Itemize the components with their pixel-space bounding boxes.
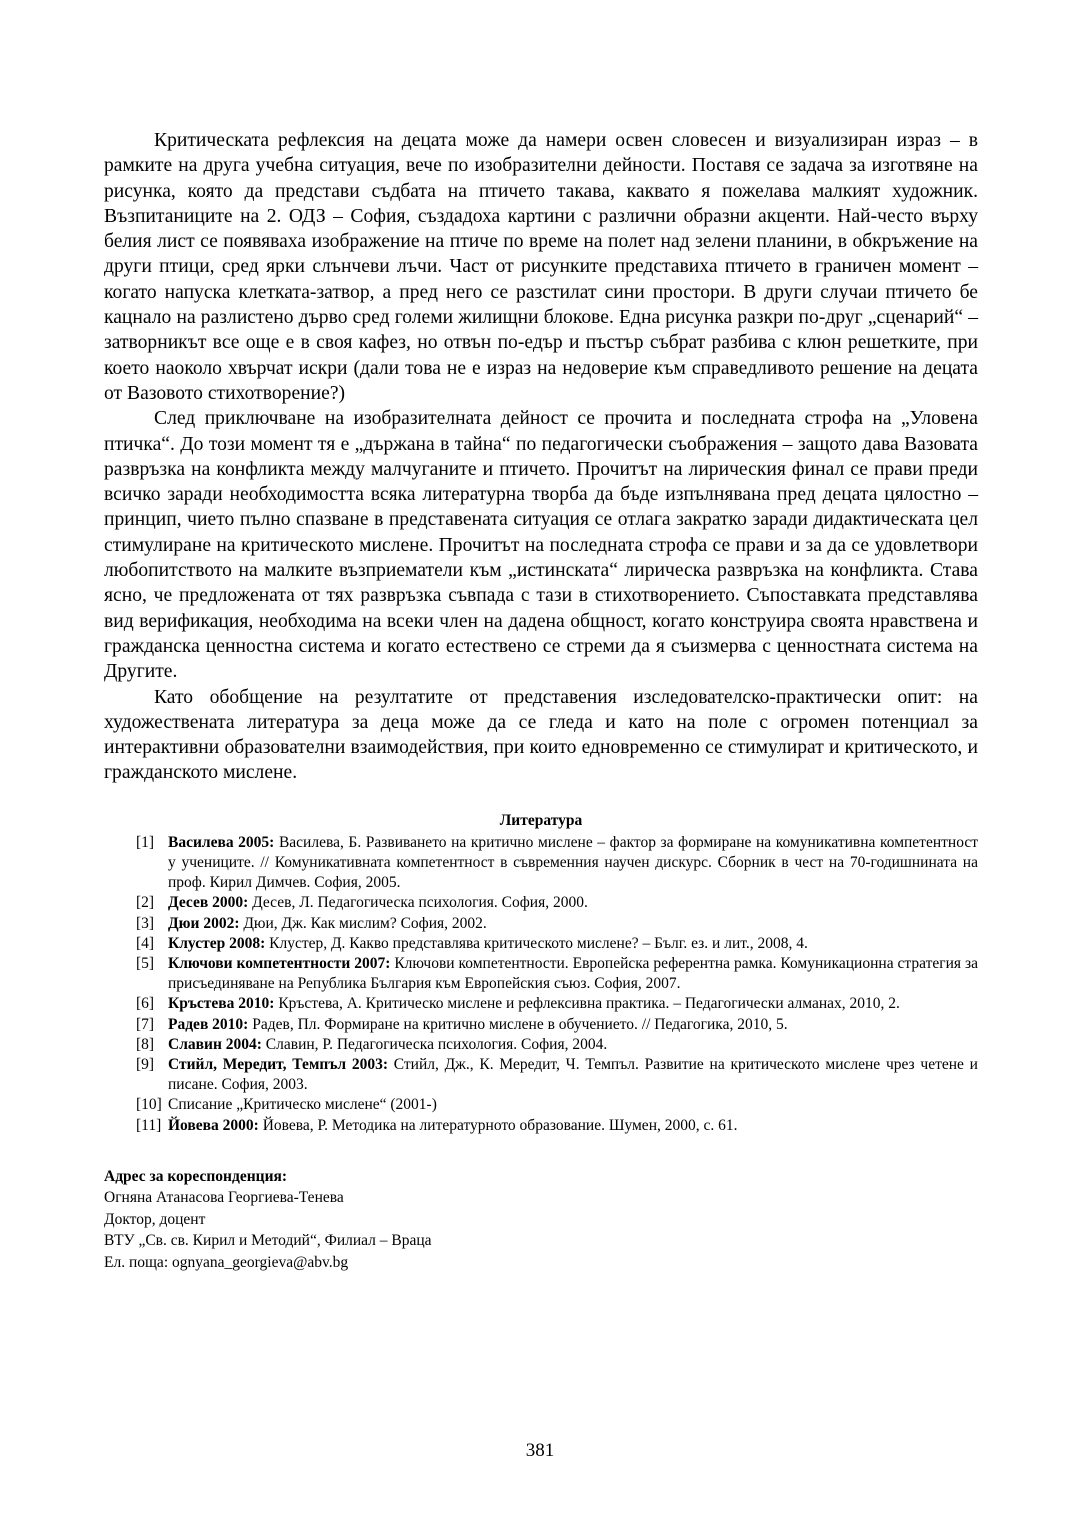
reference-item: [8] Славин 2004: Славин, Р. Педагогическа психология. София, 2004. [136,1035,608,1053]
paragraph: Критическата рефлексия на децата може да намери освен словесен и визуализиран израз – в рамките на друга учебна ситуация, вече по изобразителни дейности. Поставя се задача за изготвяне на рисунка, която да представи съдбата на птичето такава, каквато я пожелава малкият художник. Възпитаниците на 2. ОДЗ – София, създадоха картини с различни образни акценти. Най-често върху белия лист се появяваха изображение на птиче по време на полет над зелени планини, в обкръжение на други птици, сред ярки слънчеви лъчи. Част от рисунките представиха птичето в граничен момент – когато напуска клетката-затвор, а пред него се разстилат сини простори. В други случаи птичето бе кацнало на разлистено дърво сред големи жилищни блокове. Една рисунка разкри по-друг „сценарий“ – затворникът все още е в своя кафез, но отвън по-едър и пъстър събрат разбива с клюн решетките, при което наоколо хвърчат искри (дали това не е израз на недоверие към справедливото решение на децата от Вазовото стихотворение?) [104,130,978,404]
reference-item: [5] Ключови компетентности 2007: Ключови компетентности. Европейска референтна рамка. Комуникационна стратегия за присъединяване на Република България към Европейския съюз. София, 2007. [136,954,978,993]
reference-item: [2] Десев 2000: Десев, Л. Педагогическа психология. София, 2000. [136,894,588,912]
author-title: Доктор, доцент [104,1210,206,1228]
body-text [104,128,978,786]
author-name: Огняна Атанасова Георгиева-Тенева [104,1189,344,1207]
reference-item: [11] Йовева 2000: Йовева, Р. Методика на литературното образование. Шумен, 2000, с. 61. [136,1116,738,1134]
references-list [104,833,978,1136]
paragraph: Като обобщение на резултатите от представения изследователско-практически опит: на художествената литература за деца може да се гледа и като на поле с огромен потенциал за интерактивни образователни взаимодействия, при които едновременно се стимулират и критическото, и гражданското мислене. [104,686,978,784]
correspondence-label: Адрес за кореспонденция: [104,1167,288,1185]
reference-item: [9] Стийл, Мередит, Темпъл 2003: Стийл, Дж., К. Мередит, Ч. Темпъл. Развитие на критическото мислене чрез четене и писане. София, 2003. [136,1055,978,1094]
references-heading: Литература [499,811,583,829]
reference-item: [1] Василева 2005: Василева, Б. Развиването на критично мислене – фактор за формиране на комуникативна компетентност у учениците. // Комуникативната компетентност в съвременния научен дискурс. Сборник в чест на 70-годишнината на проф. Кирил Димчев. София, 2005. [136,833,978,892]
reference-item: [6] Кръстева 2010: Кръстева, А. Критическо мислене и рефлексивна практика. – Педагогически алманах, 2010, 2. [136,995,900,1013]
correspondence-address [104,1166,978,1274]
reference-item: [3] Дюи 2002: Дюи, Дж. Как мислим? София, 2002. [136,914,487,932]
author-institution: ВТУ „Св. св. Кирил и Методий“, Филиал – Враца [104,1232,432,1250]
reference-item: [7] Радев 2010: Радев, Пл. Формиране на критично мислене в обучението. // Педагогика, 2010, 5. [136,1015,788,1033]
reference-item: [4] Клустер 2008: Клустер, Д. Какво представлява критическото мислене? – Бълг. ез. и лит., 2008, 4. [136,934,808,952]
page-content [104,128,978,1273]
author-email: Ел. поща: ognyana_georgieva@abv.bg [104,1253,349,1271]
paragraph: След приключване на изобразителната дейност се прочита и последната строфа на „Уловена птичка“. До този момент тя е „държана в тайна“ по педагогически съображения – защото дава Вазовата развръзка на конфликта между малчуганите и птичето. Прочитът на лирическия финал се прави преди всичко заради необходимостта всяка литературна творба да бъде изпълнявана пред децата цялостно – принцип, чието пълно спазване в представената ситуация се отлага закратко заради дидактическата цел стимулиране на критическото мислене. Прочитът на последната строфа се прави и за да се удовлетвори любопитството на малките възприематели към „истинската“ лирическа развръзка на конфликта. Става ясно, че предложената от тях развръзка съвпада с тази в стихотворението. Съпоставката представлява вид верификация, необходима на всеки член на дадена общност, когато конструира своята нравствена и гражданска ценностна система и когато естествено се стреми да я съизмерва с ценностната система на Другите. [104,408,978,683]
reference-item: [10] Списание „Критическо мислене“ (2001-) [136,1096,437,1114]
page-number: 381 [525,1440,555,1461]
